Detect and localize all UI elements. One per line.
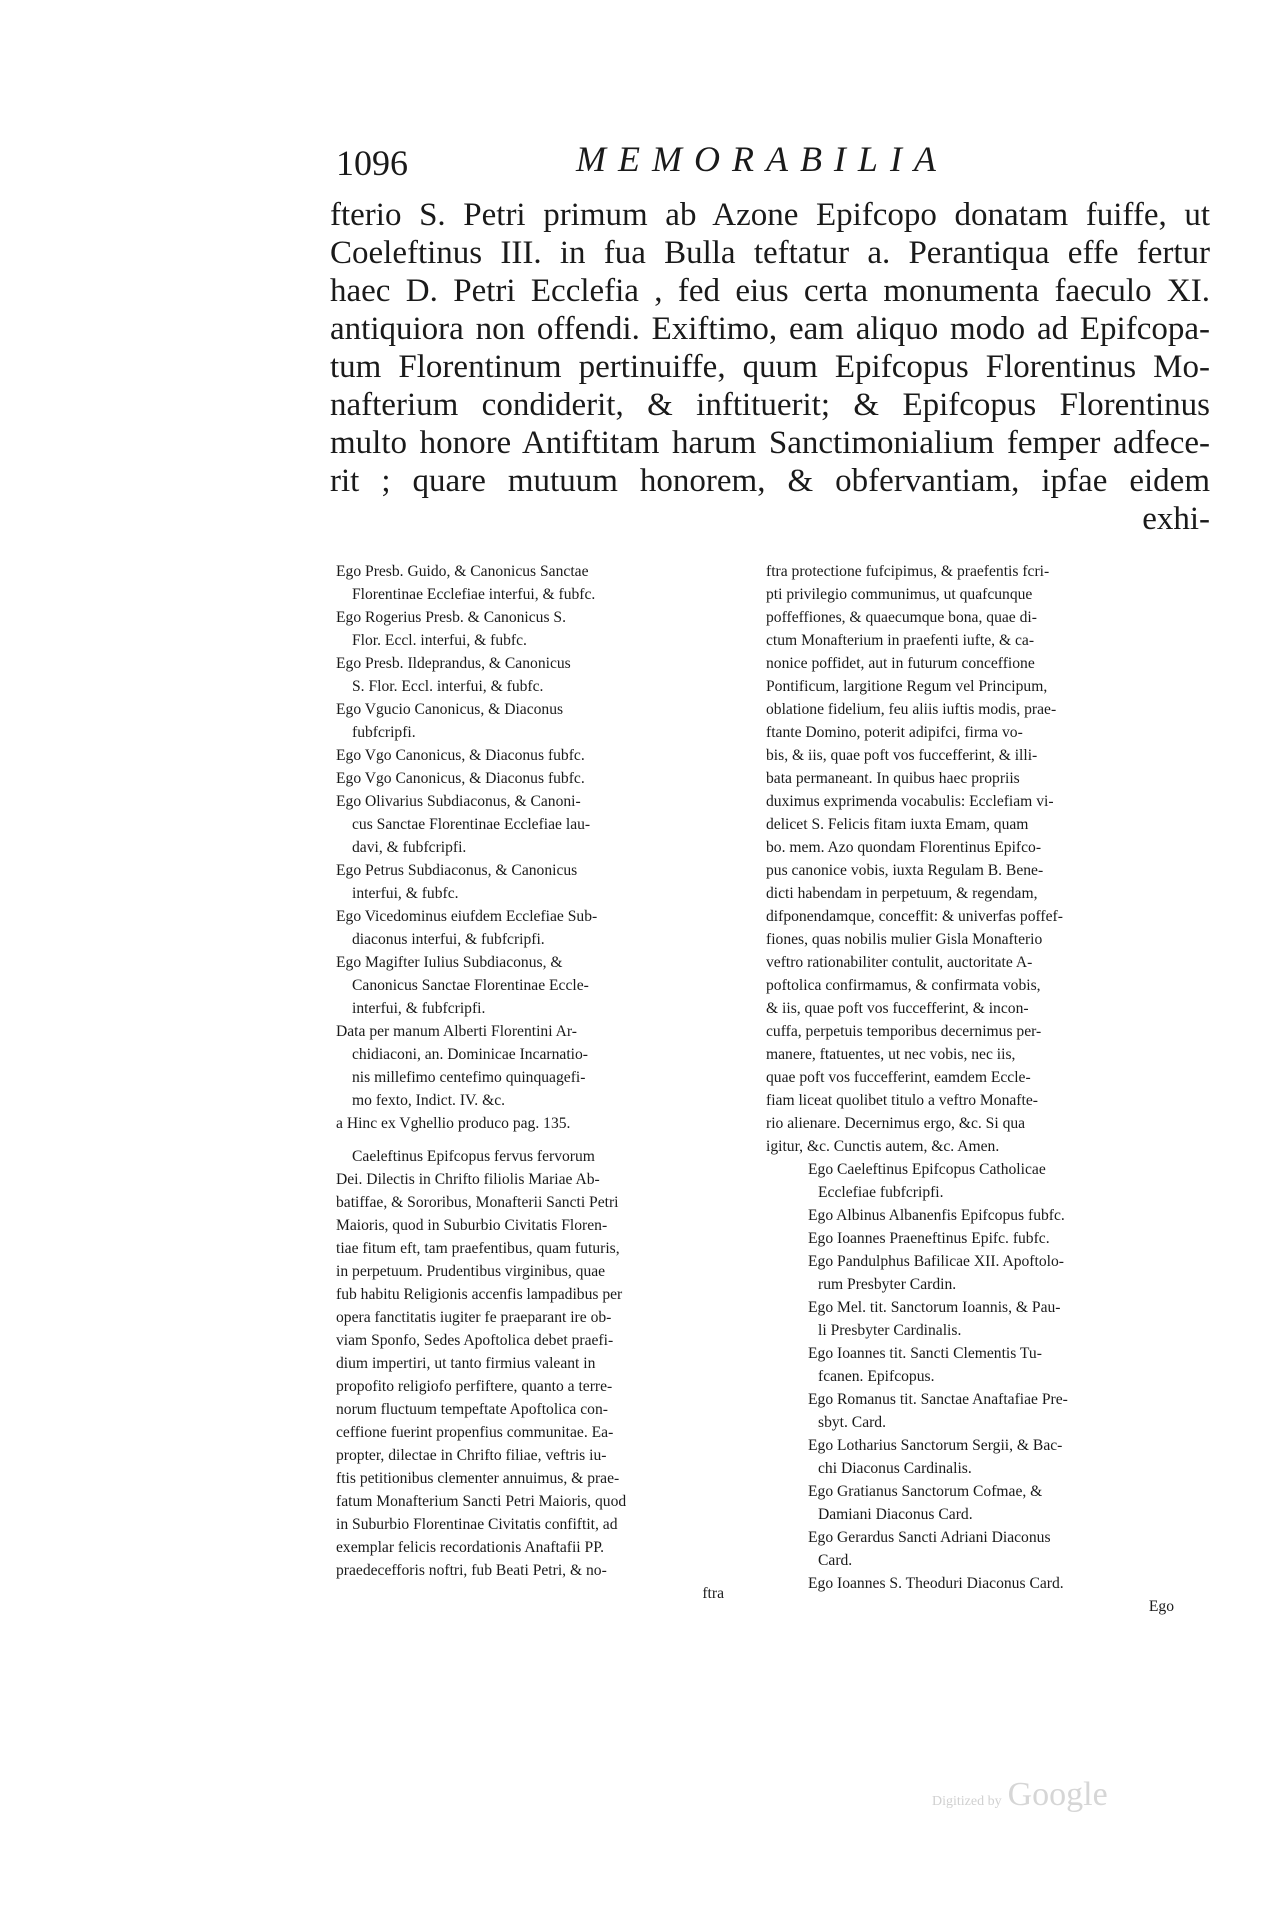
- left-column-line: S. Flor. Eccl. interfui, & fubfc.: [352, 678, 544, 695]
- left-column-line: opera fanctitatis iugiter fe praeparant ire ob-: [336, 1309, 612, 1326]
- right-column-line: Ego Gerardus Sancti Adriani Diaconus: [808, 1529, 1051, 1546]
- right-column-line: bo. mem. Azo quondam Florentinus Epifco-: [766, 839, 1042, 856]
- right-column-line: Ego Pandulphus Bafilicae XII. Apoftolo-: [808, 1253, 1064, 1270]
- right-column: [766, 560, 1186, 1618]
- left-column-line: Ego Vgo Canonicus, & Diaconus fubfc.: [336, 770, 585, 787]
- right-column-line: poffeffiones, & quaecumque bona, quae di-: [766, 609, 1037, 626]
- right-column-line: difponendamque, conceffit: & univerfas poffef-: [766, 908, 1063, 925]
- left-column-line: Ego Presb. Guido, & Canonicus Sanctae: [336, 563, 589, 580]
- left-column-line: dium impertiri, ut tanto firmius valeant in: [336, 1355, 596, 1372]
- left-column-line: Data per manum Alberti Florentini Ar-: [336, 1023, 577, 1040]
- left-column-line: fubfcripfi.: [352, 724, 416, 741]
- right-column-line: Ego Gratianus Sanctorum Cofmae, &: [808, 1483, 1043, 1500]
- left-column-line: exemplar felicis recordationis Anaftafii PP.: [336, 1539, 605, 1556]
- main-text-line: nafterium condiderit, & inftituerit; & Epifcopus Florentinus: [330, 387, 1210, 423]
- left-column-line: diaconus interfui, & fubfcripfi.: [352, 931, 545, 948]
- right-column-line: cuffa, perpetuis temporibus decernimus per-: [766, 1023, 1042, 1040]
- main-text-line: tum Florentinum pertinuiffe, quum Epifcopus Florentinus Mo-: [330, 349, 1210, 385]
- main-text-line: rit ; quare mutuum honorem, & obfervantiam, ipfae eidem: [330, 463, 1210, 499]
- left-column-line: Florentinae Ecclefiae interfui, & fubfc.: [352, 586, 596, 603]
- digitization-watermark: [932, 1776, 1108, 1814]
- right-column-line: rum Presbyter Cardin.: [818, 1276, 957, 1293]
- left-column-line: Ego Vicedominus eiufdem Ecclefiae Sub-: [336, 908, 598, 925]
- right-column-line: Ego Ioannes S. Theoduri Diaconus Card.: [808, 1575, 1064, 1592]
- left-column: [336, 560, 736, 1605]
- right-column-line: nonice poffidet, aut in futurum conceffione: [766, 655, 1035, 672]
- right-column-line: Ego Caeleftinus Epifcopus Catholicae: [808, 1161, 1046, 1178]
- left-column-line: Canonicus Sanctae Florentinae Eccle-: [352, 977, 589, 994]
- right-column-line: ftante Domino, poterit adipifci, firma vo-: [766, 724, 1023, 741]
- left-column-line: Ego Vgo Canonicus, & Diaconus fubfc.: [336, 747, 585, 764]
- right-column-line: veftro rationabiliter contulit, auctoritate A-: [766, 954, 1033, 971]
- page-number: 1096: [336, 143, 408, 183]
- left-column-line: interfui, & fubfc.: [352, 885, 459, 902]
- left-column-line: ftis petitionibus clementer annuimus, & prae-: [336, 1470, 620, 1487]
- left-column-line: mo fexto, Indict. IV. &c.: [352, 1092, 506, 1109]
- left-column-line: tiae fitum eft, tam praefentibus, quam futuris,: [336, 1240, 620, 1257]
- left-column-line: Maioris, quod in Suburbio Civitatis Floren-: [336, 1217, 608, 1234]
- catchword: exhi-: [1142, 501, 1210, 537]
- right-column-line: bis, & iis, quae poft vos fuccefferint, & illi-: [766, 747, 1038, 764]
- page-header: [336, 138, 956, 186]
- right-column-line: fiam liceat quolibet titulo a veftro Monafte-: [766, 1092, 1038, 1109]
- right-column-line: dicti habendam in perpetuum, & regendam,: [766, 885, 1038, 902]
- right-column-line: chi Diaconus Cardinalis.: [818, 1460, 972, 1477]
- left-column-line: batiffae, & Sororibus, Monafterii Sancti Petri: [336, 1194, 619, 1211]
- right-column-line: ftra protectione fufcipimus, & praefentis fcri-: [766, 563, 1050, 580]
- right-column-line: igitur, &c. Cunctis autem, &c. Amen.: [766, 1138, 1000, 1155]
- right-column-line: Ecclefiae fubfcripfi.: [818, 1184, 944, 1201]
- right-column-line: Ego Lotharius Sanctorum Sergii, & Bac-: [808, 1437, 1063, 1454]
- right-column-line: Pontificum, largitione Regum vel Principum,: [766, 678, 1048, 695]
- left-column-line: viam Sponfo, Sedes Apoftolica debet praefi-: [336, 1332, 614, 1349]
- right-column-line: Ego Mel. tit. Sanctorum Ioannis, & Pau-: [808, 1299, 1061, 1316]
- left-column-line: Ego Vgucio Canonicus, & Diaconus: [336, 701, 564, 718]
- left-column-line: Ego Rogerius Presb. & Canonicus S.: [336, 609, 567, 626]
- right-column-line: ctum Monafterium in praefenti iufte, & ca-: [766, 632, 1035, 649]
- watermark-brand: Google: [1007, 1776, 1108, 1813]
- right-column-line: Damiani Diaconus Card.: [818, 1506, 973, 1523]
- spacer: [336, 1135, 736, 1145]
- main-text-line: Coeleftinus III. in fua Bulla teftatur a. Perantiqua effe fertur: [330, 235, 1210, 271]
- running-title: MEMORABILIA: [576, 139, 948, 179]
- right-column-line: li Presbyter Cardinalis.: [818, 1322, 962, 1339]
- right-column-line: & iis, quae poft vos fuccefferint, & incon-: [766, 1000, 1029, 1017]
- left-column-line: propofito religiofo perfiftere, quanto a terre-: [336, 1378, 613, 1395]
- left-column-line: propter, dilectae in Chrifto filiae, veftris iu-: [336, 1447, 607, 1464]
- left-column-line: interfui, & fubfcripfi.: [352, 1000, 486, 1017]
- right-column-line: pus canonice vobis, iuxta Regulam B. Bene-: [766, 862, 1044, 879]
- left-column-line: ceffione fuerint propenfius communitae. Ea-: [336, 1424, 614, 1441]
- left-column-line: Flor. Eccl. interfui, & fubfc.: [352, 632, 527, 649]
- right-column-line: pti privilegio communimus, ut quafcunque: [766, 586, 1033, 603]
- main-text-line: multo honore Antiftitam harum Sanctimonialium femper adfece-: [330, 425, 1210, 461]
- left-column-line: fatum Monafterium Sancti Petri Maioris, quod: [336, 1493, 627, 1510]
- left-column-line: nis millefimo centefimo quinquagefi-: [352, 1069, 586, 1086]
- right-column-catchword: Ego: [1148, 1598, 1174, 1615]
- main-text-line: antiquiora non offendi. Exiftimo, eam aliquo modo ad Epifcopa-: [330, 311, 1210, 347]
- left-column-line: Ego Magifter Iulius Subdiaconus, &: [336, 954, 563, 971]
- left-column-line: fub habitu Religionis accenfis lampadibus per: [336, 1286, 623, 1303]
- right-column-line: Ego Romanus tit. Sanctae Anaftafiae Pre-: [808, 1391, 1068, 1408]
- left-column-line: Dei. Dilectis in Chrifto filiolis Mariae Ab-: [336, 1171, 600, 1188]
- right-column-line: Ego Albinus Albanenfis Epifcopus fubfc.: [808, 1207, 1065, 1224]
- right-column-line: delicet S. Felicis fitam iuxta Emam, quam: [766, 816, 1029, 833]
- left-column-line: Ego Presb. Ildeprandus, & Canonicus: [336, 655, 571, 672]
- right-column-line: Card.: [818, 1552, 853, 1569]
- left-column-line: Ego Petrus Subdiaconus, & Canonicus: [336, 862, 578, 879]
- left-column-line: cus Sanctae Florentinae Ecclefiae lau-: [352, 816, 591, 833]
- left-column-line: davi, & fubfcripfi.: [352, 839, 467, 856]
- watermark-prefix: Digitized by: [932, 1794, 1002, 1809]
- main-text-block: [330, 196, 1210, 538]
- left-column-catchword: ftra: [702, 1585, 724, 1602]
- main-text-line: haec D. Petri Ecclefia , fed eius certa monumenta faeculo XI.: [330, 273, 1210, 309]
- left-column-line: praedecefforis noftri, fub Beati Petri, & no-: [336, 1562, 607, 1579]
- footnote: a Hinc ex Vghellio produco pag. 135.: [336, 1115, 571, 1132]
- right-column-line: Ego Ioannes tit. Sancti Clementis Tu-: [808, 1345, 1042, 1362]
- left-column-line: in Suburbio Florentinae Civitatis confiftit, ad: [336, 1516, 618, 1533]
- right-column-line: Ego Ioannes Praeneftinus Epifc. fubfc.: [808, 1230, 1050, 1247]
- right-column-line: quae poft vos fuccefferint, eamdem Eccle-: [766, 1069, 1031, 1086]
- left-column-line: Caeleftinus Epifcopus fervus fervorum: [352, 1148, 595, 1165]
- right-column-line: poftolica confirmamus, & confirmata vobis,: [766, 977, 1041, 994]
- right-column-line: oblatione fidelium, feu aliis iuftis modis, prae-: [766, 701, 1057, 718]
- right-column-line: sbyt. Card.: [818, 1414, 887, 1431]
- right-column-line: manere, ftatuentes, ut nec vobis, nec iis,: [766, 1046, 1016, 1063]
- right-column-line: fcanen. Epifcopus.: [818, 1368, 935, 1385]
- right-column-line: rio alienare. Decernimus ergo, &c. Si qua: [766, 1115, 1026, 1132]
- left-column-line: norum fluctuum tempeftate Apoftolica con-: [336, 1401, 608, 1418]
- right-column-line: fiones, quas nobilis mulier Gisla Monafterio: [766, 931, 1043, 948]
- right-column-line: duximus exprimenda vocabulis: Ecclefiam vi-: [766, 793, 1054, 810]
- main-text-line: fterio S. Petri primum ab Azone Epifcopo donatam fuiffe, ut: [330, 197, 1210, 233]
- left-column-line: in perpetuum. Prudentibus virginibus, quae: [336, 1263, 606, 1280]
- left-column-line: chidiaconi, an. Dominicae Incarnatio-: [352, 1046, 588, 1063]
- right-column-line: bata permaneant. In quibus haec propriis: [766, 770, 1020, 787]
- left-column-line: Ego Olivarius Subdiaconus, & Canoni-: [336, 793, 581, 810]
